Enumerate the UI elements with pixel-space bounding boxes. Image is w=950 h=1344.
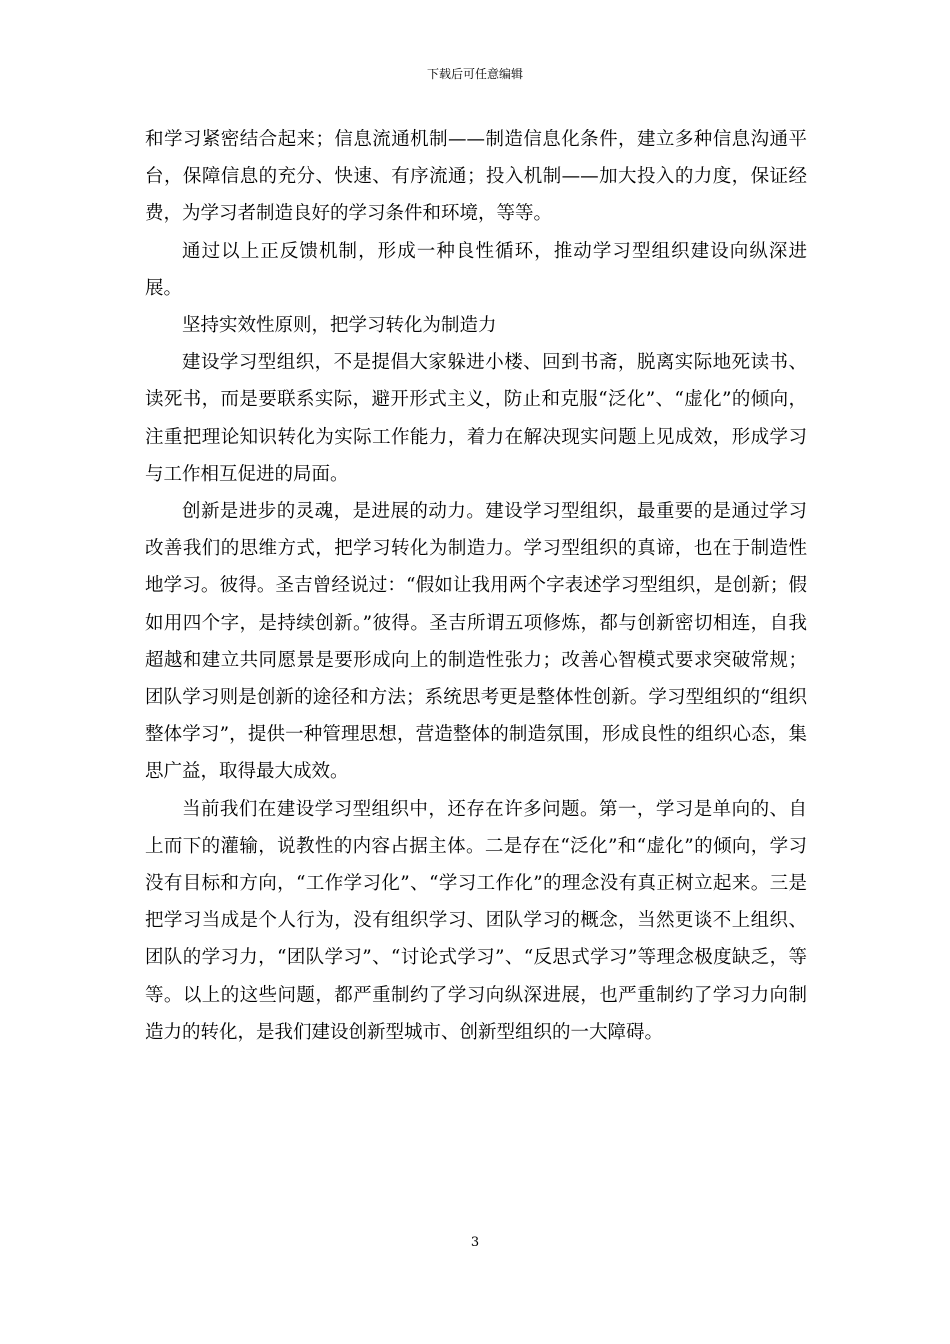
paragraph-4: 创新是进步的灵魂，是进展的动力。建设学习型组织，最重要的是通过学习改善我们的思维方式，把学习转化为制造力。学习型组织的真谛，也在于制造性地学习。彼得。圣吉曾经说过：“假如让我用两个字表述学习型组织，是创新；假如用四个字，是持续创新。”彼得。圣吉所谓五项修炼，都与创新密切相连，自我超越和建立共同愿景是要形成向上的制造性张力；改善心智模式要求突破常规；团队学习则是创新的途径和方法；系统思考更是整体性创新。学习型组织的“组织整体学习”，提供一种管理思想，营造整体的制造氛围，形成良性的组织心态，集思广益，取得最大成效。 [145, 501, 807, 783]
paragraph-3: 建设学习型组织，不是提倡大家躲进小楼、回到书斋，脱离实际地死读书、读死书，而是要联系实际，避开形式主义，防止和克服“泛化”、“虚化”的倾向，注重把理论知识转化为实际工作能力，着力在解决现实问题上见成效，形成学习与工作相互促进的局面。 [145, 352, 807, 485]
paragraph-2: 通过以上正反馈机制，形成一种良性循环，推动学习型组织建设向纵深进展。 [145, 240, 807, 299]
paragraph-1: 和学习紧密结合起来；信息流通机制——制造信息化条件，建立多种信息沟通平台，保障信息的充分、快速、有序流通；投入机制——加大投入的力度，保证经费，为学习者制造良好的学习条件和环境，等等。 [145, 129, 807, 225]
paragraph-5: 当前我们在建设学习型组织中，还存在许多问题。第一，学习是单向的、自上而下的灌输，说教性的内容占据主体。二是存在“泛化”和“虚化”的倾向，学习没有目标和方向，“工作学习化”、“学习工作化”的理念没有真正树立起来。三是把学习当成是个人行为，没有组织学习、团队学习的概念，当然更谈不上组织、团队的学习力，“团队学习”、“讨论式学习”、“反思式学习”等理念极度缺乏，等等。以上的这些问题，都严重制约了学习向纵深进展，也严重制约了学习力向制造力的转化，是我们建设创新型城市、创新型组织的一大障碍。 [145, 798, 807, 1043]
section-heading: 坚持实效性原则，把学习转化为制造力 [182, 315, 497, 337]
page-header: 下载后可任意编辑 [426, 67, 523, 81]
page-number: 3 [470, 1235, 480, 1250]
document-body [145, 121, 807, 1051]
